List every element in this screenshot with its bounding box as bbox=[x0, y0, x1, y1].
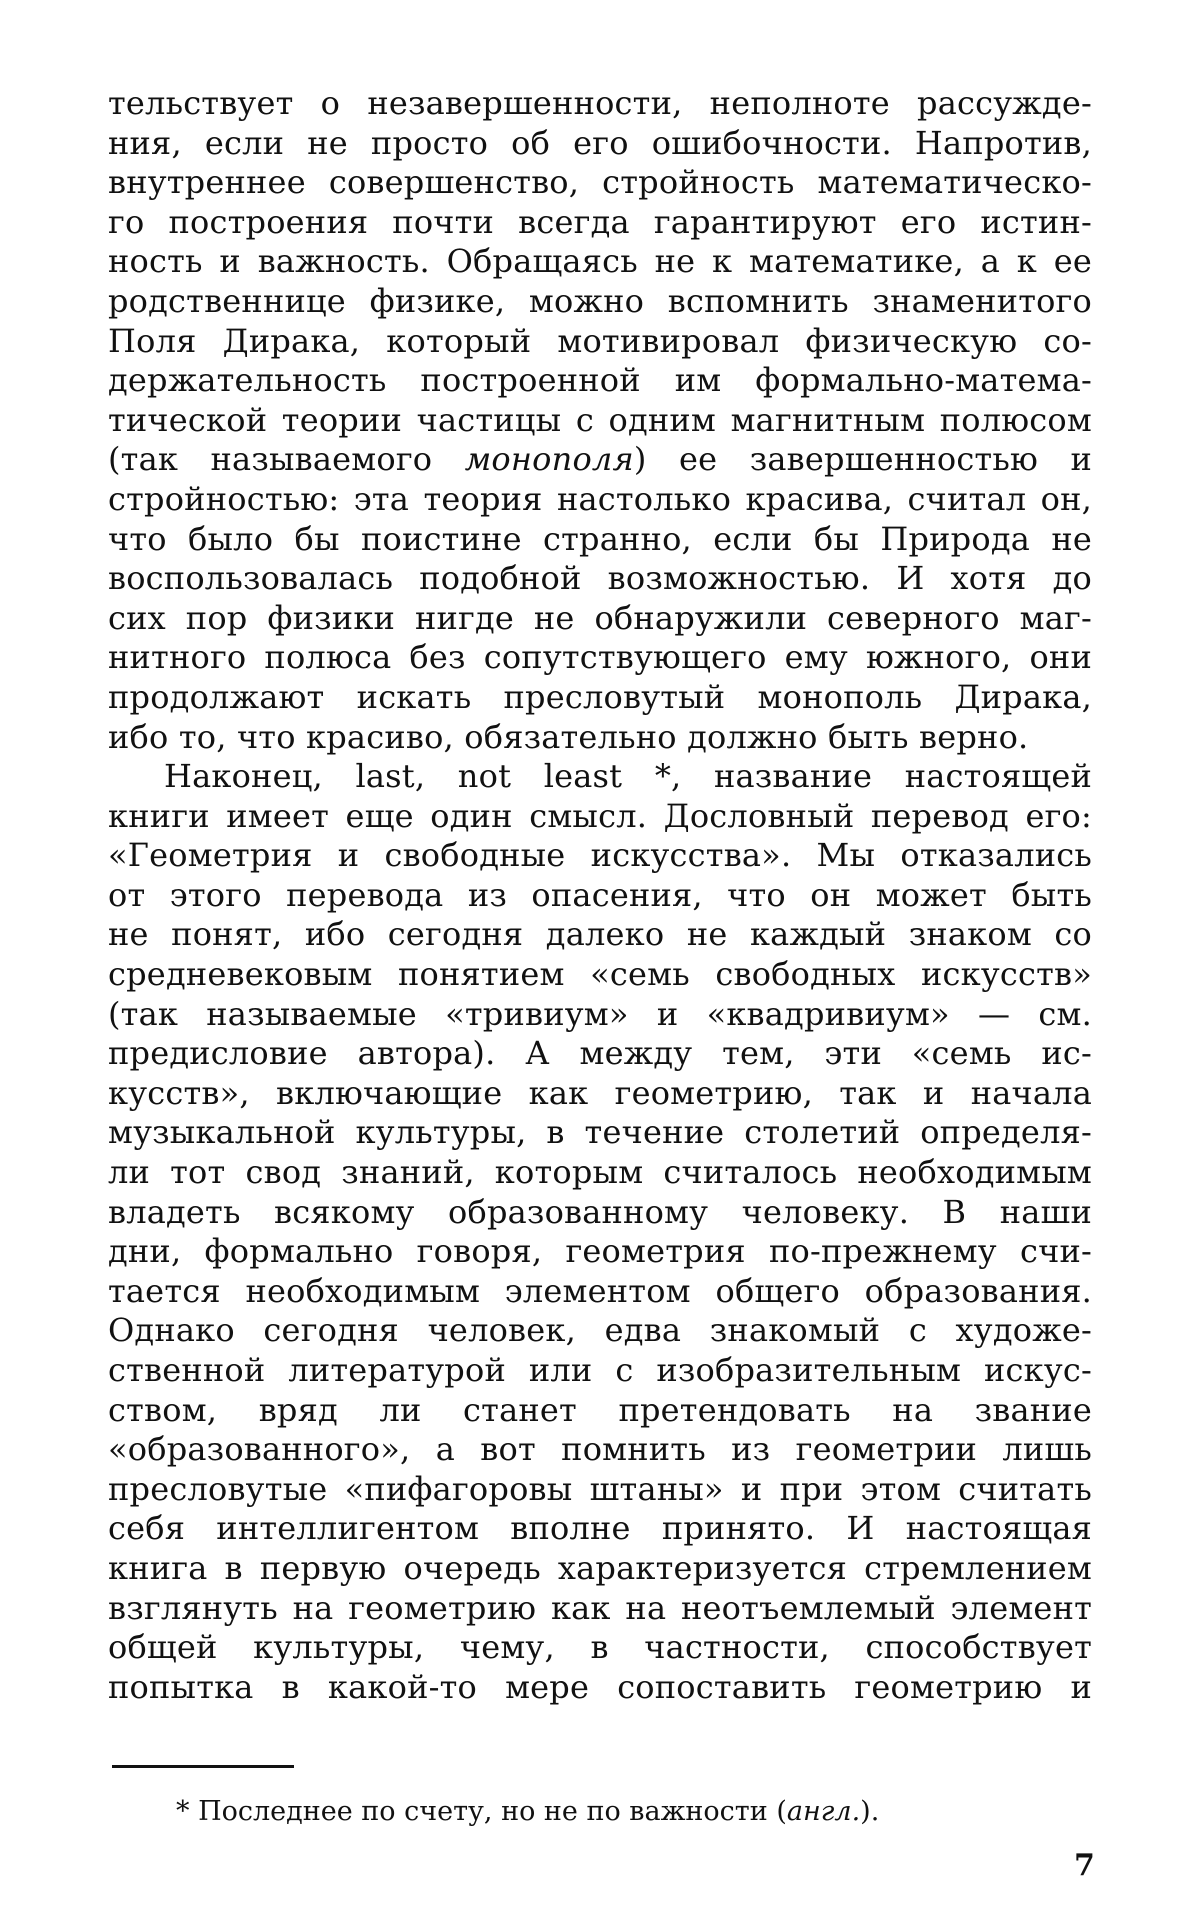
text-line: го построения почти всегда гарантируют его истин- bbox=[108, 202, 1092, 241]
text-line: пресловутые «пифагоровы штаны» и при этом считать bbox=[108, 1469, 1092, 1508]
text-line: тается необходимым элементом общего образования. bbox=[108, 1271, 1092, 1310]
text-line: «образованного», а вот помнить из геометрии лишь bbox=[108, 1430, 1092, 1469]
italic-term: монополя bbox=[464, 440, 634, 479]
text-line: ния, если не просто об его ошибочности. Напротив, bbox=[108, 123, 1092, 162]
text-line: нитного полюса без сопутствующего ему южного, они bbox=[108, 638, 1092, 677]
text-line: взглянуть на геометрию как на неотъемлемый элемент bbox=[108, 1588, 1092, 1627]
italic-term: англ. bbox=[786, 1796, 861, 1827]
text-line: ством, вряд ли станет претендовать на звание bbox=[108, 1390, 1092, 1429]
text-line: музыкальной культуры, в течение столетий определя- bbox=[108, 1113, 1092, 1152]
text-line: средневековым понятием «семь свободных искусств» bbox=[108, 955, 1092, 994]
text-line: что было бы поистине странно, если бы Природа не bbox=[108, 519, 1092, 558]
text-line: кусств», включающие как геометрию, так и начала bbox=[108, 1073, 1092, 1112]
text-line: внутреннее совершенство, стройность математическо- bbox=[108, 163, 1092, 202]
page-number: 7 bbox=[1074, 1848, 1095, 1883]
text-line: ность и важность. Обращаясь не к математике, а к ее bbox=[108, 242, 1092, 281]
text-line: Поля Дирака, который мотивировал физическую со- bbox=[108, 321, 1092, 360]
footnote: * Последнее по счету, но не по важности (англ.). bbox=[176, 1796, 880, 1827]
text-line: ли тот свод знаний, которым считалось необходимым bbox=[108, 1153, 1092, 1192]
text-line: тельствует о незавершенности, неполноте рассужде- bbox=[108, 84, 1092, 122]
footnote-divider bbox=[112, 1765, 294, 1768]
text-line: себя интеллигентом вполне принято. И настоящая bbox=[108, 1509, 1092, 1548]
text-line: книга в первую очередь характеризуется стремлением bbox=[108, 1548, 1092, 1587]
text-line: Наконец, last, not least *, название настоящей bbox=[164, 757, 1092, 796]
text-line: стройностью: эта теория настолько красива, считал он, bbox=[108, 479, 1092, 518]
text-line: сих пор физики нигде не обнаружили северного маг- bbox=[108, 598, 1092, 637]
text-line: предисловие автора). А между тем, эти «семь ис- bbox=[108, 1034, 1092, 1073]
text-line: (так называемые «тривиум» и «квадривиум» — см. bbox=[108, 994, 1092, 1033]
page-body bbox=[108, 84, 1092, 1707]
text-line: воспользовалась подобной возможностью. И хотя до bbox=[108, 559, 1092, 598]
text-line: (так называемого монополя) ее завершенностью и bbox=[108, 440, 1092, 479]
text-line: держательность построенной им формально-матема- bbox=[108, 361, 1092, 400]
text-line: книги имеет еще один смысл. Дословный перевод его: bbox=[108, 796, 1092, 835]
text-line: ственной литературой или с изобразительным искус- bbox=[108, 1351, 1092, 1389]
paragraph-1 bbox=[108, 84, 1092, 757]
paragraph-2 bbox=[108, 757, 1092, 1707]
text-line: Однако сегодня человек, едва знакомый с художе- bbox=[108, 1311, 1092, 1350]
text-line: общей культуры, чему, в частности, способствует bbox=[108, 1628, 1092, 1667]
text-line: ибо то, что красиво, обязательно должно быть верно. bbox=[108, 717, 1029, 756]
text-line: тической теории частицы с одним магнитным полюсом bbox=[108, 400, 1092, 439]
text-line: родственнице физике, можно вспомнить знаменитого bbox=[108, 281, 1092, 320]
text-line: попытка в какой-то мере сопоставить геометрию и bbox=[108, 1667, 1092, 1706]
text-line: «Геометрия и свободные искусства». Мы отказались bbox=[108, 836, 1092, 875]
text-line: дни, формально говоря, геометрия по-прежнему счи- bbox=[108, 1232, 1092, 1271]
text-line: от этого перевода из опасения, что он может быть bbox=[108, 875, 1092, 914]
text-line: не понят, ибо сегодня далеко не каждый знаком со bbox=[108, 915, 1092, 954]
text-line: продолжают искать пресловутый монополь Дирака, bbox=[108, 677, 1092, 716]
text-line: владеть всякому образованному человеку. В наши bbox=[108, 1192, 1092, 1231]
